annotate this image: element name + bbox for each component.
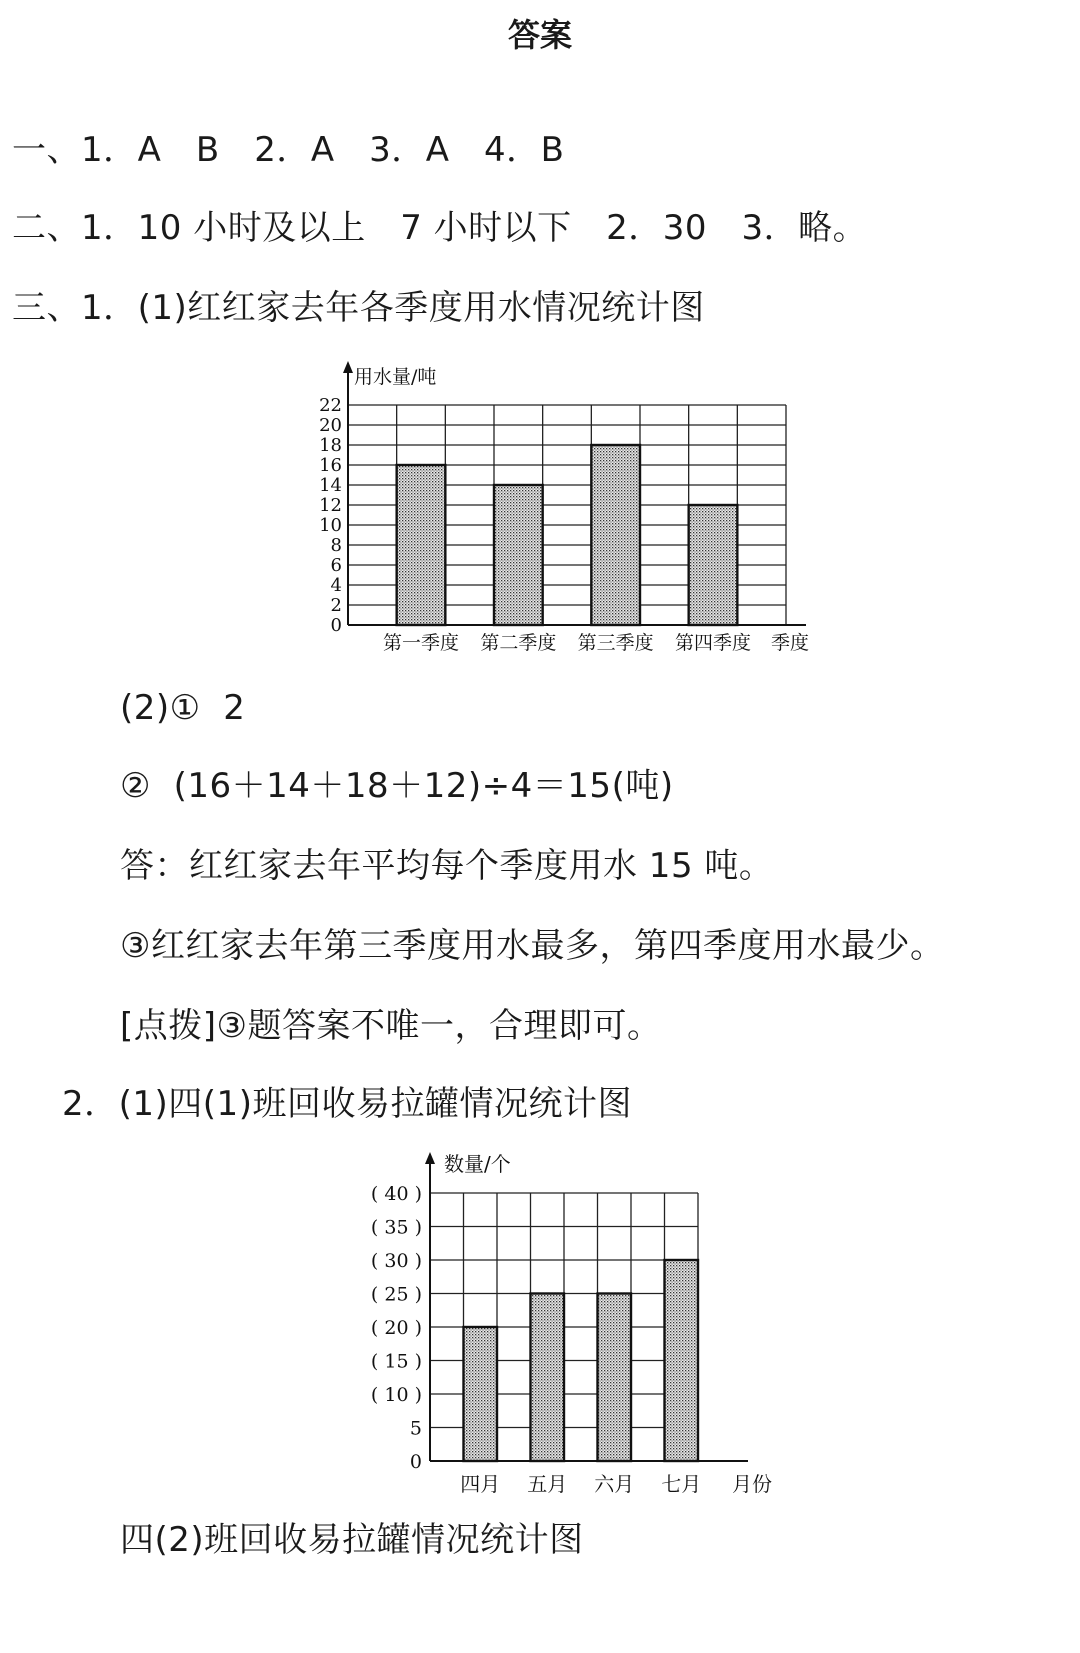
y-axis-label: 用水量/吨 [354,366,437,388]
y-tick-label: 0 [330,615,342,636]
y-tick-label: 16 [319,455,342,476]
y-tick-label: ( 25 ) [370,1283,422,1306]
x-tick-label: 七月 [661,1472,702,1496]
y-axis-arrow [343,361,353,373]
class-4-2-chart-title: 四(2)班回收易拉罐情况统计图 [120,1520,584,1560]
x-tick-label: 五月 [527,1472,568,1496]
y-tick-label: ( 35 ) [370,1216,422,1239]
hint-note: [点拨]③题答案不唯一，合理即可。 [120,1006,662,1046]
water-usage-chart [300,355,840,665]
answer-2-3: ③红红家去年第三季度用水最多，第四季度用水最少。 [120,926,945,966]
y-tick-label: 10 [319,515,342,536]
y-tick-label: ( 30 ) [370,1250,422,1272]
y-tick-label: 12 [319,495,342,516]
y-tick-label: 20 [319,415,342,436]
y-axis-arrow [425,1152,435,1164]
x-tick-label: 第一季度 [382,632,460,654]
y-tick-label: 8 [330,535,342,556]
y-tick-label: 18 [319,435,342,456]
section-three-heading: 三、1．(1)红红家去年各季度用水情况统计图 [12,288,705,328]
y-tick-label: 4 [330,575,342,596]
y-tick-label: 22 [319,395,342,416]
problem-2-heading: 2．(1)四(1)班回收易拉罐情况统计图 [62,1084,632,1124]
y-tick-label: ( 40 ) [370,1183,422,1205]
x-tick-label: 四月 [460,1472,501,1496]
y-tick-label: ( 15 ) [370,1350,422,1373]
answer-2-2-formula: ② (16＋14＋18＋12)÷4＝15(吨) [120,766,674,806]
x-tick-label: 第三季度 [577,632,654,654]
y-tick-label: ( 10 ) [370,1384,422,1406]
y-tick-label: 2 [330,595,342,616]
answer-2-2-statement: 答：红红家去年平均每个季度用水 15 吨。 [120,846,774,886]
bar [591,445,640,625]
x-tick-label: 第二季度 [480,632,557,654]
bar [598,1294,632,1462]
y-tick-label: ( 20 ) [370,1317,422,1339]
bar [464,1327,498,1461]
cans-collected-chart [340,1145,810,1510]
bar [689,505,738,625]
page-title: 答案 [507,16,572,54]
x-tick-label: 六月 [594,1472,635,1496]
y-tick-label: 6 [330,555,342,576]
section-two-answers: 二、1．10 小时及以上 7 小时以下 2．30 3．略。 [12,208,868,248]
x-axis-label: 季度 [770,632,810,654]
y-tick-label: 5 [409,1417,422,1440]
bar [531,1294,565,1462]
y-axis-label: 数量/个 [444,1152,511,1176]
y-tick-label: 14 [319,475,342,496]
y-tick-label: 0 [409,1451,422,1473]
bar [665,1260,699,1461]
section-one-answers: 一、1．A B 2．A 3．A 4．B [12,130,565,170]
x-axis-label: 月份 [732,1472,772,1496]
answer-2-1: (2)① 2 [120,688,246,728]
bar [397,465,446,625]
bar [494,485,543,625]
x-tick-label: 第四季度 [674,632,752,654]
